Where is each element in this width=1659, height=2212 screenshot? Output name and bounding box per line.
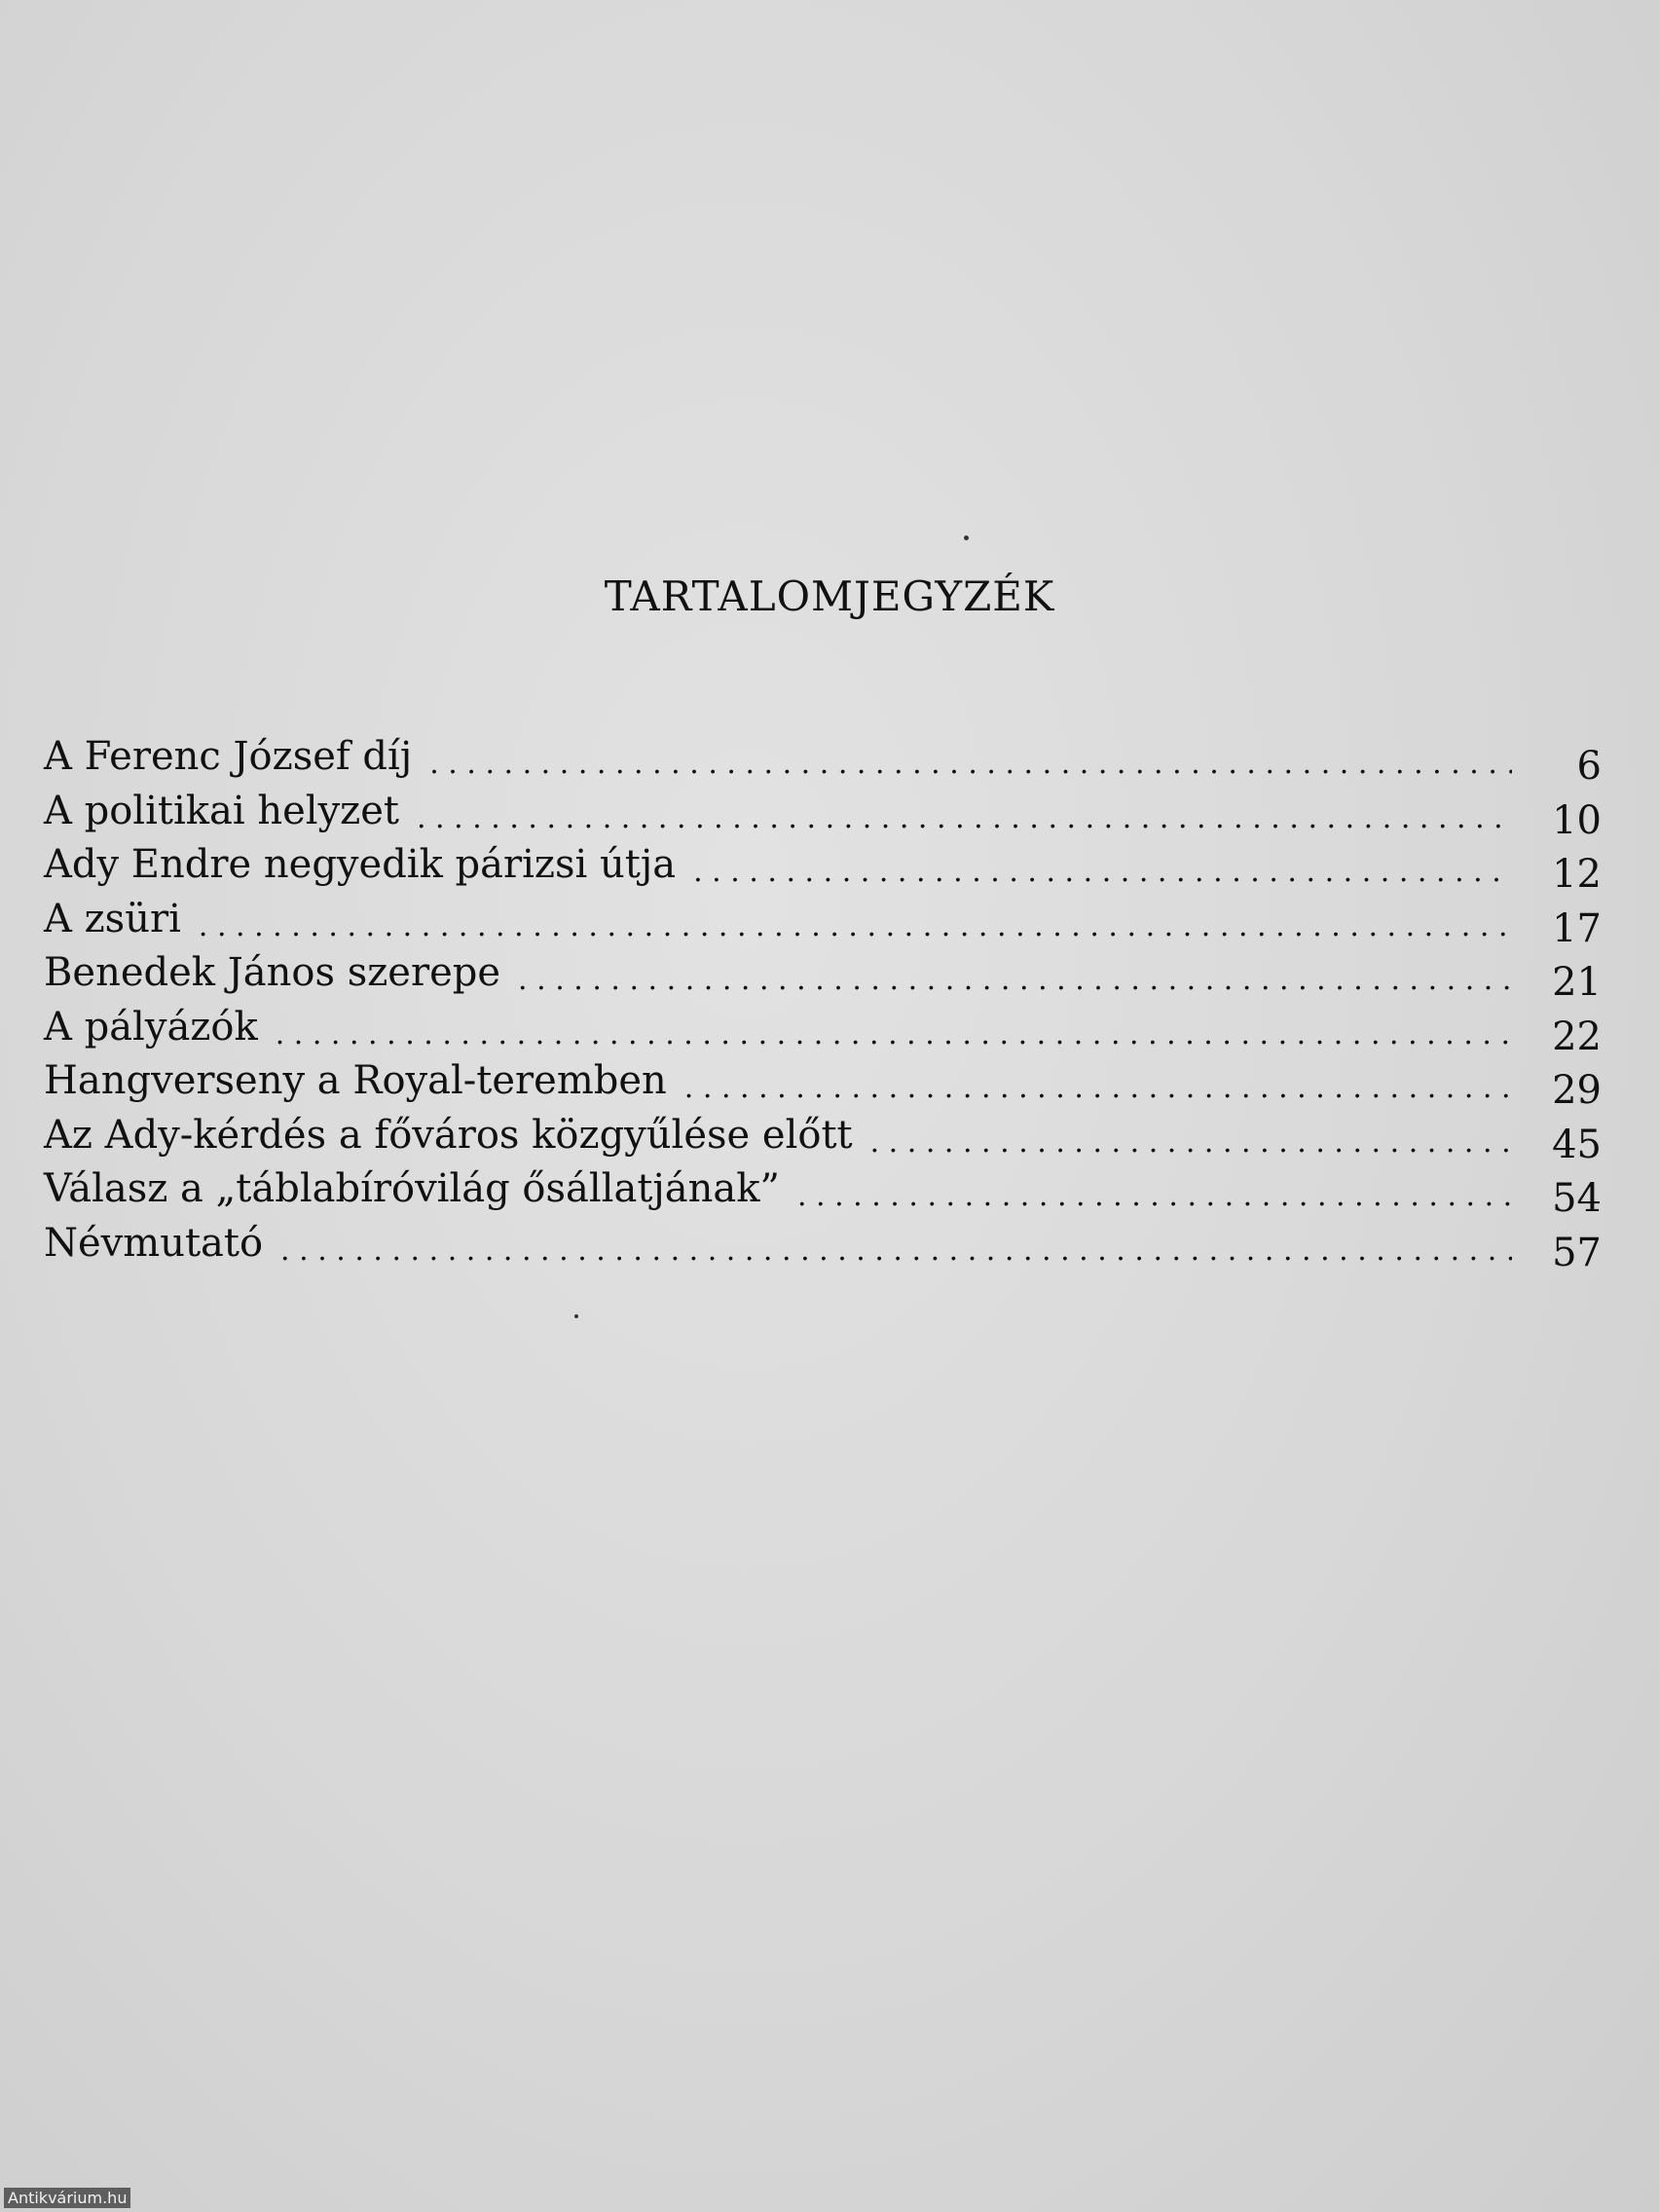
toc-entry-page: 17	[1552, 905, 1602, 951]
toc-entry-page: 29	[1552, 1068, 1602, 1113]
toc-entry-title: Válasz a „táblabíróvilág ősállatjának”	[44, 1166, 780, 1211]
toc-entry-page: 57	[1552, 1230, 1602, 1275]
dot-leader	[684, 1061, 1512, 1115]
toc-entry-title: Az Ady-kérdés a főváros közgyűlése előtt	[44, 1112, 853, 1158]
toc-entry	[44, 1162, 1602, 1221]
toc-entry	[44, 1109, 1602, 1167]
dot-leader	[797, 1169, 1512, 1223]
dot-leader	[280, 1224, 1512, 1277]
dot-leader	[199, 900, 1512, 953]
toc-entry-title: A Ferenc József díj	[44, 734, 413, 779]
dot-leader	[429, 737, 1512, 791]
toc-entry	[44, 1217, 1602, 1275]
toc-entry-page: 45	[1552, 1122, 1602, 1167]
toc-entry-page: 22	[1552, 1014, 1602, 1059]
toc-entry-title: A politikai helyzet	[44, 788, 399, 833]
toc-entry-title: Ady Endre negyedik párizsi útja	[44, 842, 677, 887]
toc-entry-page: 10	[1552, 797, 1602, 843]
toc-entry-page: 54	[1552, 1176, 1602, 1221]
toc-entry-title: Névmutató	[44, 1220, 264, 1266]
toc-entry	[44, 838, 1602, 897]
toc-entry-title: A zsüri	[44, 896, 181, 941]
dot-leader	[417, 792, 1512, 845]
dot-leader	[518, 953, 1512, 1007]
paper-speck	[574, 1314, 578, 1318]
toc-entry	[44, 1001, 1602, 1059]
toc-list	[44, 730, 1602, 1275]
toc-entry	[44, 1054, 1602, 1113]
toc-entry-title: Benedek János szerepe	[44, 950, 501, 995]
toc-entry	[44, 946, 1602, 1005]
toc-entry	[44, 785, 1602, 843]
dot-leader	[693, 845, 1512, 899]
toc-entry-title: A pályázók	[44, 1004, 258, 1050]
toc-entry	[44, 893, 1602, 951]
dot-leader	[276, 1008, 1512, 1061]
toc-entry-title: Hangverseny a Royal-teremben	[44, 1058, 667, 1103]
toc-heading: TARTALOMJEGYZÉK	[604, 572, 1055, 620]
toc-entry-page: 21	[1552, 960, 1602, 1005]
toc-entry-page: 12	[1552, 852, 1602, 897]
toc-entry-page: 6	[1576, 744, 1602, 789]
toc-entry	[44, 730, 1602, 789]
watermark-label: Antikvárium.hu	[4, 2188, 130, 2208]
paper-speck	[964, 535, 969, 540]
dot-leader	[870, 1116, 1512, 1169]
